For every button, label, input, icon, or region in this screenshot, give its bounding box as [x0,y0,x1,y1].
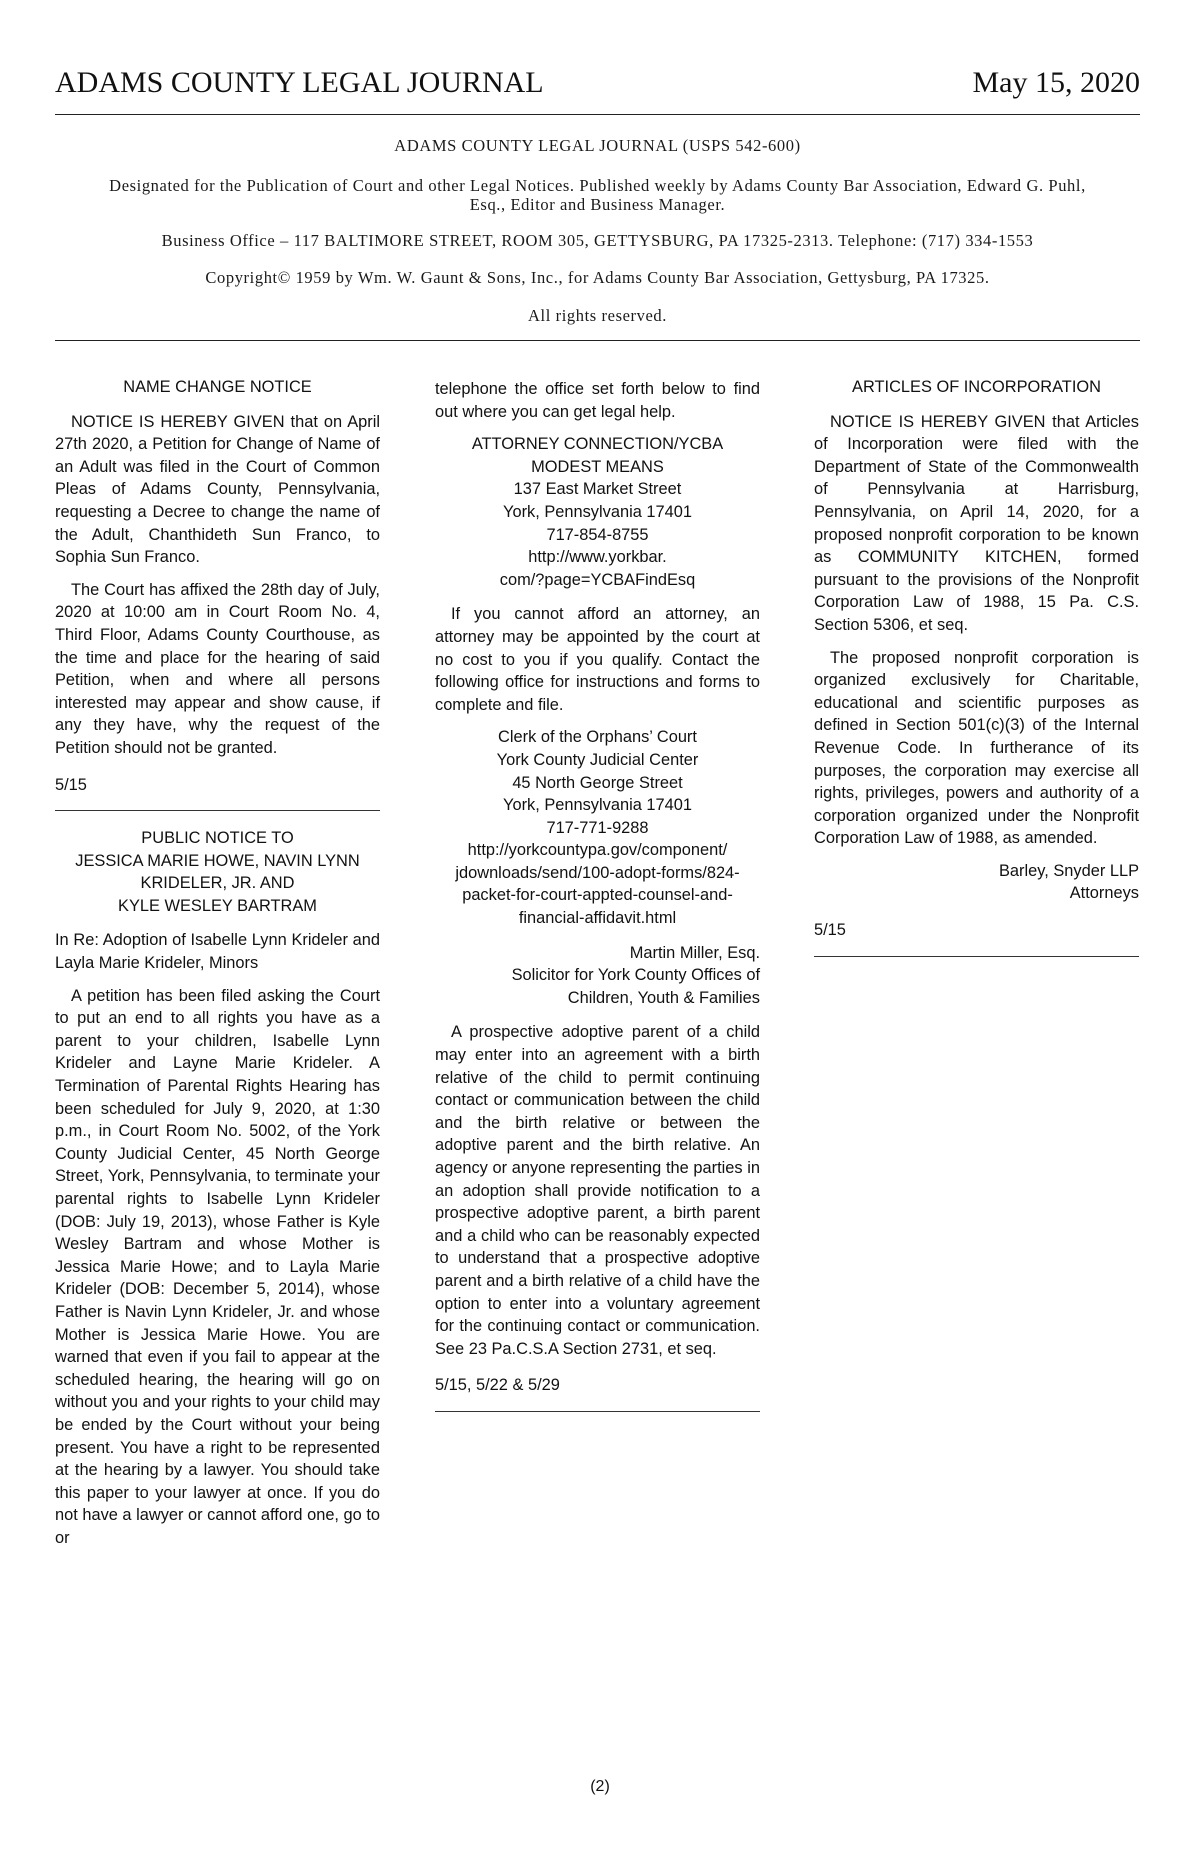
notice-paragraph: NOTICE IS HEREBY GIVEN that Articles of Incorporation were filed with the Department of State of the Commonwealth of Pennsylvania at Harrisburg, Pennsylvania, on April 14, 2020, for a proposed nonprofit corporation to be known as COMMUNITY KITCHEN, formed pursuant to the provisions of the Nonprofit Corporation Law of 1988, 15 Pa. C.S. Section 5306, et seq. [814,412,1139,634]
address-line: 137 East Market Street [513,480,682,499]
articles-of-incorporation-notice [814,376,1139,957]
url-line: jdownloads/send/100-adopt-forms/824- [455,863,740,882]
signature-line: Children, Youth & Families [567,988,760,1007]
page-number: (2) [590,1778,610,1795]
notice-divider [814,956,1139,957]
address-line: ATTORNEY CONNECTION/YCBA [471,435,724,454]
publication-date: 5/15 [55,775,87,794]
header-rule [55,114,1140,115]
masthead-title: ADAMS COUNTY LEGAL JOURNAL (USPS 542-600) [394,136,801,155]
public-notice [55,827,380,1549]
address-line: 45 North George Street [512,773,683,792]
url-line: http://yorkcountypa.gov/component/ [467,841,728,860]
journal-title: ADAMS COUNTY LEGAL JOURNAL [55,66,544,99]
publication-date: 5/15, 5/22 & 5/29 [435,1376,560,1395]
notice-heading: ARTICLES OF INCORPORATION [852,378,1101,396]
masthead [55,136,1140,326]
notice-paragraph: If you cannot afford an attorney, an attorney may be appointed by the court at no cost to you if you qualify. Contact the following office for instructions and forms to complete and file. [435,605,760,714]
address-line: York County Judicial Center [496,750,699,769]
issue-date: May 15, 2020 [972,66,1140,99]
masthead-designation: Designated for the Publication of Court and other Legal Notices. Published weekly by Adams County Bar Association, Edward G. Puhl, Esq., Editor and Business Manager. [109,176,1086,214]
masthead-business-office: Business Office – 117 BALTIMORE STREET, ROOM 305, GETTYSBURG, PA 17325-2313. Telephone: (717) 334-1553 [161,231,1034,250]
masthead-rights: All rights reserved. [528,306,667,325]
signature-line: Barley, Snyder LLP [999,861,1139,880]
masthead-copyright: Copyright© 1959 by Wm. W. Gaunt & Sons, Inc., for Adams County Bar Association, Gettysburg, PA 17325. [205,268,990,287]
column-1 [55,376,380,1560]
heading-line: PUBLIC NOTICE TO [141,829,294,848]
notice-paragraph: The Court has affixed the 28th day of July, 2020 at 10:00 am in Court Room No. 4, Third Floor, Adams County Courthouse, as the time and place for the hearing of said Petition, when and where all persons interested may appear and show cause, if any they have, why the request of the Petition should not be granted. [55,580,380,757]
orphans-court-address [435,726,760,929]
url-line: packet-for-court-appted-counsel-and- [462,886,733,905]
heading-line: KYLE WESLEY BARTRAM [118,896,317,915]
name-change-notice [55,376,380,811]
signature-line: Attorneys [1069,884,1139,903]
notice-paragraph: A petition has been filed asking the Court to put an end to all rights you have as a parent to your children, Isabelle Lynn Krideler and Layne Marie Krideler. A Termination of Parental Rights Hearing has been scheduled for July 9, 2020, at 1:30 p.m., in Court Room No. 5002, of the York County Judicial Center, 45 North George Street, York, Pennsylvania, to terminate your parental rights to Isabelle Lynn Krideler (DOB: July 19, 2013), whose Father is Kyle Wesley Bartram and whose Mother is Jessica Marie Howe; and to Layla Marie Krideler (DOB: December 5, 2014), whose Father is Navin Lynn Krideler, Jr. and whose Mother is Jessica Marie Howe. You are warned that even if you fail to appear at the scheduled hearing, the hearing will go on without you and your rights to your child may be ended by the Court without your being present. You have a right to be represented at the hearing by a lawyer. You should take this paper to your lawyer at once. If you do not have a lawyer or cannot afford one, go to or [55,986,380,1547]
notice-divider [435,1411,760,1412]
publication-date: 5/15 [814,921,846,940]
column-2 [435,378,760,1428]
notice-heading: NAME CHANGE NOTICE [123,378,312,396]
notice-continuation: telephone the office set forth below to find out where you can get legal help. [435,380,760,421]
notice-paragraph: A prospective adoptive parent of a child may enter into an agreement with a birth relative of the child to permit continuing contact or communication between the child and the birth relative or between the adoptive parent and the birth relative. An agency or anyone representing the parties in an adoption shall provide notification to a prospective adoptive parent, a birth parent and a child who can be reasonably expected to understand that a prospective adoptive parent and a birth relative of a child have the option to enter into a voluntary agreement for the continuing contact or communication. See 23 Pa.C.S.A Section 2731, et seq. [435,1023,760,1358]
in-re-line: In Re: Adoption of Isabelle Lynn Krideler and Layla Marie Krideler, Minors [55,931,380,973]
phone-line: 717-854-8755 [546,525,649,544]
attorney-connection-address [435,433,760,591]
address-line: York, Pennsylvania 17401 [503,502,692,521]
solicitor-signature [435,942,760,1010]
notice-paragraph: NOTICE IS HEREBY GIVEN that on April 27th 2020, a Petition for Change of Name of an Adult was filed in the Court of Common Pleas of Adams County, Pennsylvania, requesting a Decree to change the name of the Adult, Chanthideth Sun Franco, to Sophia Sun Franco. [55,412,380,567]
url-line: financial-affidavit.html [518,909,677,928]
law-firm-signature [814,860,1139,905]
running-header [55,66,1140,106]
notice-heading [55,827,380,917]
notice-divider [55,810,380,811]
heading-line: KRIDELER, JR. AND [140,874,295,893]
address-line: York, Pennsylvania 17401 [503,796,692,815]
masthead-rule [55,340,1140,341]
address-line: MODEST MEANS [531,457,664,476]
address-line: Clerk of the Orphans’ Court [498,728,697,747]
heading-line: JESSICA MARIE HOWE, NAVIN LYNN [75,851,360,870]
signature-line: Martin Miller, Esq. [629,943,760,962]
phone-line: 717-771-9288 [546,818,649,837]
url-line: com/?page=YCBAFindEsq [499,570,696,589]
signature-line: Solicitor for York County Offices of [511,966,760,985]
column-3 [814,376,1139,973]
notice-paragraph: The proposed nonprofit corporation is organized exclusively for Charitable, educational and scientific purposes as defined in Section 501(c)(3) of the Internal Revenue Code. In furtherance of its purposes, the corporation may exercise all rights, privileges, powers and authority of a corporation organized under the Nonprofit Corporation Law of 1988, as amended. [814,648,1139,848]
url-line: http://www.yorkbar. [528,548,667,567]
